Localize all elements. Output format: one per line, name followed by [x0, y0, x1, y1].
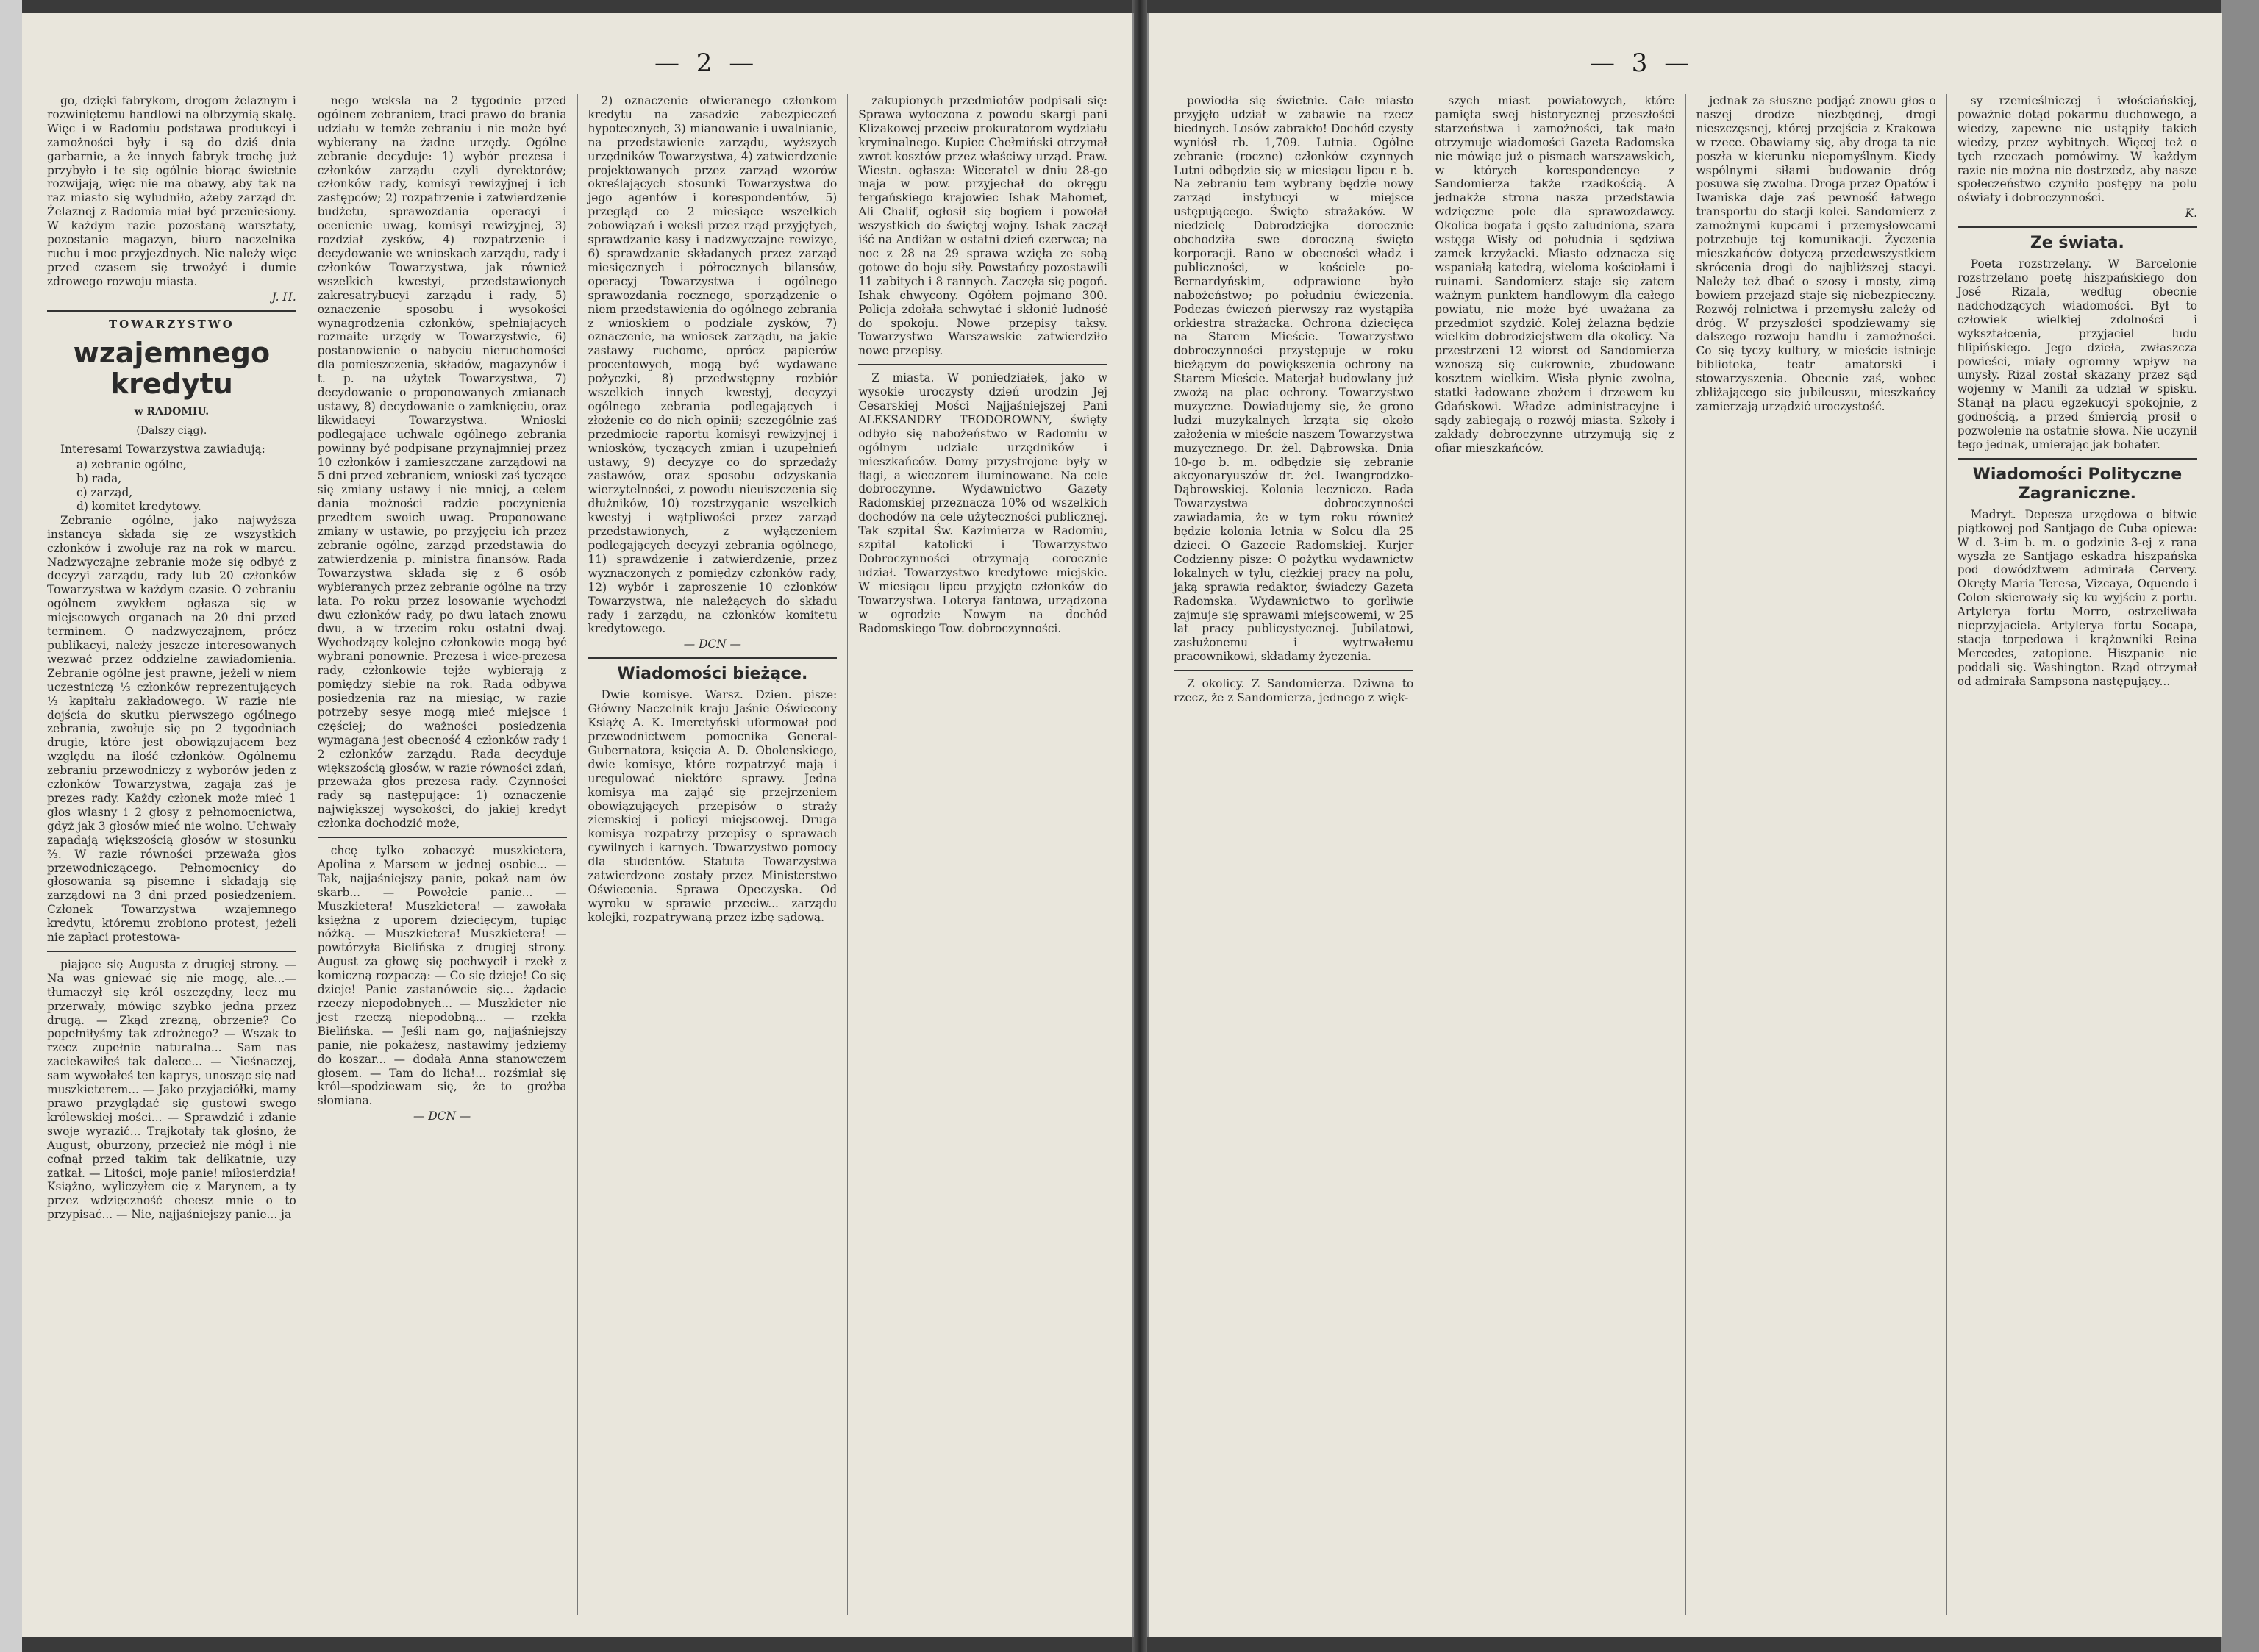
news-text: Z okolicy. Z Sandomierza. Dziwna to rzecz, że z Sandomierza, jednego z więk- [1174, 677, 1414, 705]
article-text: Interesami Towarzystwa zawiadują: [60, 443, 265, 457]
divider [47, 310, 296, 312]
feuilleton-text: piające się Augusta z drugiej strony. — Na was gniewać się nie mogę, ale...—tłumaczył się król oszczędny, lecz mu przerwały, mówiąc szybko jedna przez drugą. — Zkąd zrezną, obrzenie? Co popełniłyśmy tak zdrożnego? — Wszak to rzecz zupełnie naturalna... Sam nas zaciekawiłeś tak dalece... — Nieśnaczej, sam wywołałeś ten kaprys, unosząc się nad muszkieterem... — Jako przyjaciółki, mamy prawo przyglądać się gustowi swego królewskiej mości... — Sprawdzić i zdanie swoje wyrazić... Trajkotały tak głośno, że August, oburzony, przecież nie mógł i nie cofnął przed takim tak delikatnie, uzy zatkał. — Litości, moje panie! miłosierdzia! Książno, wyliczyłem cię z Marynem, a ty przez wdzięczność cheesz mnie o to przypisać... — Nie, najjaśniejszy panie... ja [47, 957, 296, 1222]
divider [1958, 226, 2197, 228]
list-item: c) zarząd, [76, 486, 133, 500]
news-text: zakupionych przedmiotów podpisali się: Sprawa wytoczona z powodu skargi pani Klizakowej przeciw prokuratorom wydziału kryminalnego. Kupiec Chełmiński otrzymał zwrot kosztów przez właściwy urząd. Praw. Wiestn. ogłasza: Wiceratel w dniu 28-go maja w pow. przyjechał do okręgu fergańskiego krajowiec Ishak Mahomet, Ali Chalif, ogłosił się bogiem i powołał wszystkich do świętej wojny. Ishak zaczął iść na Andiżan w ostatni dzień czerwca; na noc z 28 na 29 sprawa wzięła ze sobą gotowe do boju siły. Powstańcy pozostawili 11 zabitych i 8 rannych. Zaczęła się pogoń. Ishak chwycony. Ogółem pojmano 300. Policja zdołała schwytać i skłonić ludność do spokoju. Nowe przepisy taksy. Towarzystwo Warszawskie zatwierdziło nowe przepisy. [858, 94, 1107, 358]
right-columns [1163, 94, 2208, 1615]
left-columns [37, 94, 1118, 1615]
heading-title: wzajemnego kredytu [73, 336, 271, 400]
list-item: b) rada, [76, 472, 122, 486]
right-column-3 [1686, 94, 1947, 1615]
divider [318, 837, 567, 838]
article-text: Zebranie ogólne, jako najwyższa instancya składa się ze wszystkich członków i zwołuje raz na rok w marcu. Nadzwyczajne zebranie może się odbyć z decyzyi zarządu, rady lub 20 członków Towarzystwa w każdym czasie. O zebraniu ogólnem zwykłem ogłasza się w miejscowych organach na 20 dni przed terminem. O nadzwyczajnem, prócz publikacyi, należy jeszcze interesowanych wezwać przez oddzielne zawiadomienia. Zebranie ogólne jest prawne, jeżeli w niem uczestniczą ⅓ członków reprezentujących ⅓ kapitału zakładowego. W razie nie dojścia do skutku pierwszego ogólnego zebrania, zwołuje się po 2 tygodniach drugie, które jest obowiązującem bez względu na ilość członków. Ogólnemu zebraniu przewodniczy z wyborów jeden z członków Towarzystwa, zagaja zaś je prezes rady. Każdy członek może mieć 1 głos własny i 2 głosy z pełnomocnictwa, gdyż jak 3 głosów mieć nie wolno. Uchwały zapadają większością głosów w stosunku ⅔. W razie równości przeważa głos przewodniczącego. Pełnomocnicy do głosowania są pisemne i składają się zarządowi na 3 dni przed posiedzeniem. Członek Towarzystwa wzajemnego kredytu, któremu zrobiono protest, jeżeli nie zapłaci protestowa- [47, 513, 296, 945]
page-number-left: — 2 — [654, 49, 759, 78]
news-text: Dwie komisye. Warsz. Dzien. pisze: Główny Naczelnik kraju Jaśnie Oświecony Książę A. K. Imeretyński uformował pod przewodnictwem pomocnika General-Gubernatora, księcia A. D. Obolenskiego, dwie komisye, które rozpatrzyć mają i uregulować niektóre sprawy. Jedna komisya ma zająć się przejrzeniem obowiązujących przepisów o straży ziemskiej i policyi miejscowej. Druga komisya rozpatrzy przepisy o sprawach cywilnych i karnych. Towarzystwo pomocy dla studentów. Statuta Towarzystwa zatwierdzone zostały przez Ministerstwo Oświecenia. Sprawa Opeczyska. Od wyroku w sprawie przeciw... zarządu kolejki, rozpatrywaną przez izbę sądową. [588, 688, 838, 924]
news-text: powiodła się świetnie. Całe miasto przyjęło udział w zabawie na rzecz biednych. Losów zabrakło! Dochód czysty wyniósł rb. 1,709. Lutnia. Ogólne zebranie (roczne) członków czynnych Lutni odbędzie się w miesiącu lipcu r. b. Na zebraniu tem wybrany będzie nowy zarząd instytucyi w miejsce ustępującego. Święto strażaków. W niedzielę Dobrodziejka dorocznie obchodziła swe doroczną święto korporacji. Rano w obecności władz i publiczności, w kościele po-Bernardyńskim, odprawione było nabożeństwo; po południu ćwiczenia. Podczas ćwiczeń pierwszy raz wystąpiła orkiestra strażacka. Ochrona dziecięca na Starem Mieście. Towarzystwo dobroczynności przystępuje w roku bieżącym do powiększenia ochrony na Starem Mieście. Materjał budowlany już zwożą na plac ochrony. Towarzystwo muzyczne. Dowiadujemy się, że grono ludzi muzykalnych krząta się około założenia w mieście naszem Towarzystwa muzycznego. Dr. żel. Dąbrowska. Dnia 10-go b. m. odbędzie się zebranie akcyonaryuszów dr. żel. Iwangrodzko-Dąbrowskiej. Kolonia leczniczo. Rada Towarzystwa dobroczynności zawiadamia, że w tym roku również będzie kolonia letnia w Solcu dla 25 dzieci. O Gazecie Radomskiej. Kurjer Codzienny pisze: O pożytku wydawnictw lokalnych w tylu, ciężkiej pracy na polu, jaką sprawia redaktor, świadczy Gazeta Radomska. Wydawnictwo to gorliwie zajmuje się sprawami miejscowemi, w 25 lat pracy publicystycznej. Jubilatowi, zasłużonemu i wytrwałemu pracownikowi, składamy życzenia. [1174, 94, 1414, 664]
scanner-edge-left [0, 0, 22, 1652]
list [47, 458, 296, 514]
signature: — DCN — [683, 637, 741, 651]
signature: J. H. [271, 290, 296, 304]
article-text: sy rzemieślniczej i włościańskiej, poważnie dotąd pokarmu duchowego, a wiedzy, zapewne nie ustąpiły takich wiedzy, przez wybitnych. Więcej też o tych rzeczach pomówimy. W każdym razie nie można nie dostrzedz, aby nasze społeczeństwo czyniło postępy na polu oświaty i dobroczynności. [1957, 94, 2197, 205]
list-item: a) zebranie ogólne, [76, 458, 187, 472]
continued-note: (Dalszy ciąg). [136, 425, 207, 437]
divider [1174, 670, 1413, 671]
left-page [22, 13, 1134, 1637]
right-page [1147, 13, 2222, 1637]
divider [588, 657, 838, 659]
right-column-4 [1947, 94, 2208, 1615]
feuilleton-text: chcę tylko zobaczyć muszkietera, Apolina z Marsem w jednej osobie... — Tak, najjaśniejszy panie, pokaż nam ów skarb... — Powołcie panie... — Muszkietera! Muszkietera! — zawołała księżna z uporem dziecięcym, tupiąc nóżką. — Muszkietera! Muszkietera! — powtórzyła Bielińska z drugiej strony. August za głowę się pochwycił i rzekł z komiczną rozpaczą: — Co się dzieje! Co się dzieje! Panie zastanówcie się... żądacie rzeczy niepodobnych... — Muszkieter nie jest rzeczą niepodobną... — rzekła Bielińska. — Jeśli nam go, najjaśniejszy panie, nie pokażesz, nastawimy jedziemy do koszar... — dodała Anna stanowczem głosem. — Tam do licha!... rozśmiał się król—spodziewam się, że to grożba słomiana. [317, 844, 567, 1108]
page-number-right: — 3 — [1590, 49, 1694, 78]
left-column-4 [848, 94, 1118, 1615]
left-column-3 [578, 94, 849, 1615]
book-binding [1132, 0, 1147, 1652]
section-heading: Wiadomości bieżące. [617, 665, 808, 684]
article-text: szych miast powiatowych, które pamięta swej historycznej przeszłości starzeństwa i zamożności, tak mało otrzymuje wiadomości Gazeta Radomska nie mówiąc już o pismach warszawskich, w których korespondencye z Sandomierza także rzadkością. A jednakże strona nasza przedstawia wdzięczne pole dla sprawozdawcy. Okolica bogata i gęsto zaludniona, szara wstęga Wisły od południa i sędziwa zamek krzyżacki. Miasto odznacza się wspaniałą katedrą, wieloma kościołami i ruinami. Sandomierz staje się zatem ważnym punktem handlowym dla całego powiatu, nie może być uważana za przedmiot szydzić. Kolej żelazna będzie wielkim dobrodziejstwem dla okolicy. Na przestrzeni 12 wiorst od Sandomierza wznoszą się cukrownie, zbudowane kosztem wielkim. Wisła płynie zwolna, statki ładowane zbożem i drzewem ku Gdańskowi. Władze administracyjne i sądy zabiegają o rozwój miasta. Szkoły i zakłady dobroczynne utrzymują się z ofiar mieszkańców. [1435, 94, 1675, 455]
signature: K. [2185, 207, 2197, 221]
divider [47, 951, 296, 952]
section-heading: Wiadomości Polityczne Zagraniczne. [1972, 465, 2183, 503]
right-column-1 [1163, 94, 1424, 1615]
divider [1958, 458, 2197, 460]
article-text: jednak za słuszne podjąć znowu głos o naszej drodze niezbędnej, drogi nieszczęsnej, której przejścia z Krakowa w rzece. Obawiamy się, aby droga ta nie poszła w kierunku niepomyślnym. Kiedy wspólnymi siłami budowanie dróg posuwa się zwolna. Droga przez Opatów i Iwaniska daje zaś pewność łatwego transportu do stacji kolei. Sandomierz z zamożnymi kupcami i przemysłowcami potrzebuje tej komunikacji. Życzenia mieszkańców dotyczą przedewszystkiem skrócenia drogi do najbliższej stacyi. Należy też dbać o szosy i mosty, zimą bowiem przejazd staje się niebezpieczny. Rozwój rolnictwa i przemysłu zależy od dróg. W przyszłości spodziewamy się dalszego rozwoju handlu i zamożności. Co się tyczy kultury, w mieście istnieje biblioteka, teatr amatorski i stowarzyszenia. Obecnie zaś, wobec zbliżającego się jubileuszu, mieszkańcy zamierzają urządzić uroczystość. [1696, 94, 1936, 413]
news-text: Z miasta. W poniedziałek, jako w wysokie uroczysty dzień urodzin Jej Cesarskiej Mości Najjaśniejszej Pani ALEKSANDRY TEODOROWNY, święty odbyło się nabożeństwo w Radomiu w ogólnym udziale urzędników i mieszkańców. Domy przystrojone były w flagi, a wieczorem iluminowane. Na cele dobroczynne. Wydawnictwo Gazety Radomskiej przeznacza 10% od wszelkich dochodów na cele użyteczności publicznej. Tak szpital Św. Kazimierza w Radomiu, szpital katolicki i Towarzystwo Dobroczynności otrzymają corocznie udział. Towarzystwo kredytowe miejskie. W miesiącu lipcu przyjęto członków do Towarzystwa. Loterya fantowa, urządzona w ogrodzie Nowym na dochód Radomskiego Tow. dobroczynności. [858, 371, 1107, 635]
list-item: d) komitet kredytowy. [76, 499, 201, 513]
news-text: Poeta rozstrzelany. W Barcelonie rozstrzelano poetę hiszpańskiego don José Rizala, według obecnie nadchodzących wiadomości. Był to człowiek wielkiej zdolności i wykształcenia, przyjaciel ludu filipińskiego. Jego dzieła, zwłaszcza powieści, miały ogromny wpływ na umysły. Rizal został skazany przez sąd wojenny w Manili za udział w spisku. Stanął na placu egzekucyi spokojnie, z godnością, a przed śmiercią prosił o pozwolenie na ostatnie słowa. Nie uczynił tego jednak, umierając jak bohater. [1957, 257, 2197, 451]
scanner-edge-right [2221, 0, 2259, 1652]
left-column-2 [307, 94, 578, 1615]
divider [858, 364, 1107, 365]
signature: — DCN — [413, 1109, 471, 1123]
article-text: go, dzięki fabrykom, drogom żelaznym i rozwiniętemu handlowi na olbrzymią skalę. Więc i w Radomiu podstawa produkcyi i zamożności były i są do dziś dnia garbarnie, a że innych fabryk trochę już przybyło i te się ogólnie biorąc świetnie rozwijają, więc nie ma obawy, aby tak na raz miasto się wyludniło, ażeby zarząd dr. Żelaznej z Radomia miał być przeniesiony. W każdym razie pozostaną warsztaty, pozostanie magazyn, biuro naczelnika ruchu i moc przyjezdnych. Nie należy więc przed czasem się trwożyć i dumie zdrowego rozwoju miasta. [47, 94, 296, 288]
left-column-1 [37, 94, 307, 1615]
article-text: nego weksla na 2 tygodnie przed ogólnem zebraniem, traci prawo do brania udziału w temże zebraniu i nie może być wybierany na żadne urzędy. Ogólne zebranie decyduje: 1) wybór prezesa i członków zarządu czyli dyrektorów; członków rady, komisyi rewizyjnej i ich zastępców; 2) rozpatrzenie i zatwierdzenie budżetu, sprawozdania operacyi i ocenienie uwag, komisyi rewizyjnej, 3) rozdział zysków, 4) rozpatrzenie i decydowanie we wnioskach zarządu, rady i członków Towarzystwa, jak również wszelkich kwestyi, przedstawionych zakresatrybucyi zarządu i rady, 5) oznaczenie sposobu i wysokości wynagrodzenia członków, spełniających rozmaite urzędy w Towarzystwie, 6) postanowienie o nabyciu nieruchomości dla pomieszczenia, składów, magazynów i t. p. na użytek Towarzystwa, 7) decydowanie o proponowanych zmianach ustawy, 8) decydowanie o zamknięciu, oraz likwidacyi Towarzystwa. Wnioski podlegające uchwale ogólnego zebrania powinny być podpisane przynajmniej przez 10 członków i zamieszczane zarządowi na 5 dni przed zebraniem, wnioski zaś tyczące się zmiany ustawy i nie mniej, a celem dania możności radzie poczynienia przedtem swoich uwag. Proponowane zmiany w ustawie, po przyjęciu ich przez zebranie ogólne, zarząd przedstawia do zatwierdzenia p. ministra finansów. Rada Towarzystwa składa się z 6 osób wybieranych przez zebranie ogólne na trzy lata. Po roku przez losowanie wychodzi dwu członków rady, po dwu latach znowu dwu, a w trzecim roku ostatni dwaj. Wychodzący kolejno członkowie mogą być wybrani ponownie. Prezesa i wice-prezesa rady, członkowie tejże wybierają z pomiędzy siebie na rok. Rada odbywa posiedzenia raz na miesiąc, w razie potrzeby sesye mogą mieć miejsce i częściej; do ważności posiedzenia wymagana jest obecność 4 członków rady i 2 członków zarządu. Rada decyduje większością głosów, w razie równości zdań, przeważa głos prezesa rady. Czynności rady są następujące: 1) oznaczenie największej wysokości, do jakiej kredyt członka dochodzić może, [317, 94, 567, 831]
heading-subtitle: w RADOMIU. [134, 405, 210, 418]
section-heading: Ze świata. [2030, 234, 2124, 253]
right-column-2 [1424, 94, 1685, 1615]
article-text: 2) oznaczenie otwieranego członkom kredytu na zasadzie zabezpieczeń hypotecznych, 3) mianowanie i uwalnianie, na przedstawienie zarządu, wyższych urzędników Towarzystwa, 4) zatwierdzenie projektowanych przez zarząd wzorów określających stosunki Towarzystwa do jego agentów i korespondentów, 5) przegląd co 2 miesiące wszelkich zobowiązań i weksli przez rząd przyjętych, sprawdzanie kasy i nadzwyczajne rewizye, 6) sprawdzanie składanych przez zarząd miesięcznych i półrocznych bilansów, operacyj Towarzystwa i ogólnego sprawozdania rocznego, sporządzenie o niem przedstawienia do ogólnego zebrania z wnioskiem o podziale zysków, 7) oznaczenie, na wniosek zarządu, na jakie zastawy ruchome, oprócz papierów procentowych, mogą być wydawane pożyczki, 8) przedwstępny rozbiór wszelkich innych kwestyj, decyzyi ogólnego zebrania podlegających i złożenie co do nich opinii; szczególnie zaś przedmiocie raportu komisyi rewizyjnej i wniosków, tyczących zmian i uzupełnień ustawy, 9) decyzye co do sprzedaży zastawów, oraz sposobu odzyskania wierzytelności, z powodu nieuiszczenia się dłużników, 10) rozstrzyganie wszelkich kwestyj i wątpliwości przez zarząd przedstawionych, z wyłączeniem podlegających decyzyi zebrania ogólnego, 11) sprawdzenie i zatwierdzenie, przez wyznaczonych z pomiędzy członków rady, 12) wybór i zaproszenie 10 członków Towarzystwa, nie należących do składu rady i zarządu, na członków komitetu kredytowego. [588, 94, 838, 636]
heading-small: TOWARZYSTWO [108, 317, 235, 331]
news-text: Madryt. Depesza urzędowa o bitwie piątkowej pod Santjago de Cuba opiewa: W d. 3-im b. m. o godzinie 3-ej z rana wyszła ze Santjago eskadra hiszpańska pod dowództwem admirała Cervery. Okręty Maria Teresa, Vizcaya, Oquendo i Colon skierowały się ku wyjściu z portu. Artylerya fortu Morro, ostrzeliwała nieprzyjaciela. Artylerya fortu Socapa, stacja torpedowa i krążowniki Reina Mercedes, zatopione. Hiszpanie nie poddali się. Washington. Rząd otrzymał od admirała Sampsona następujący... [1957, 507, 2197, 688]
